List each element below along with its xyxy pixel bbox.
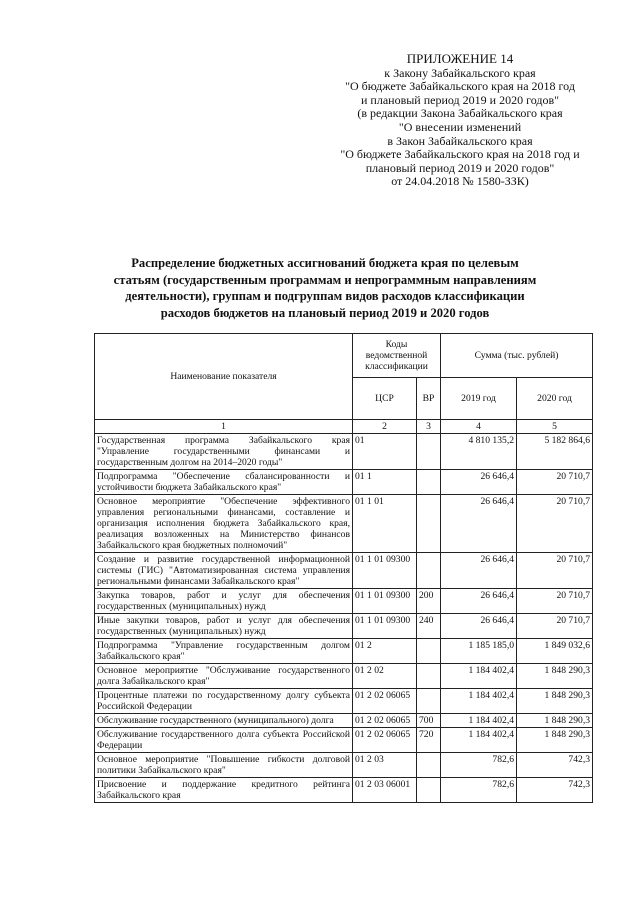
row-name: Основное мероприятие "Обеспечение эффективного управления региональными финансами, составление и организация исполнения бюджета Забайкальского края, реализация возложенных на Министерство финансов Забайкальского края бюджетных полномочий" <box>95 495 353 553</box>
row-2020: 742,3 <box>517 778 593 803</box>
appendix-line: (в редакции Закона Забайкальского края <box>357 106 563 121</box>
title-line: статьям (государственным программам и непрограммным направлениям <box>113 272 537 287</box>
appendix-line: ПРИЛОЖЕНИЕ 14 <box>406 51 514 66</box>
row-vr <box>417 553 441 589</box>
table-row <box>95 639 593 664</box>
appendix-line: "О бюджете Забайкальского края на 2018 год и <box>340 147 580 162</box>
table-row <box>95 495 593 553</box>
row-2020: 1 849 032,6 <box>517 639 593 664</box>
header-vr: ВР <box>417 378 441 420</box>
row-vr: 720 <box>417 728 441 753</box>
row-csr: 01 1 01 <box>353 495 417 553</box>
row-vr <box>417 664 441 689</box>
column-number: 2 <box>353 420 417 434</box>
row-2019: 1 184 402,4 <box>441 689 517 714</box>
row-csr: 01 2 02 <box>353 664 417 689</box>
table-row <box>95 614 593 639</box>
row-vr <box>417 495 441 553</box>
row-name: Создание и развитие государственной информационной системы (ГИС) "Автоматизированная система управления региональными финансами Забайкальского края" <box>95 553 353 589</box>
row-name: Закупка товаров, работ и услуг для обеспечения государственных (муниципальных) нужд <box>95 589 353 614</box>
row-csr: 01 2 02 06065 <box>353 689 417 714</box>
row-vr <box>417 470 441 495</box>
row-2020: 20 710,7 <box>517 495 593 553</box>
row-2020: 20 710,7 <box>517 589 593 614</box>
row-name: Обслуживание государственного долга субъекта Российской Федерации <box>95 728 353 753</box>
table-row <box>95 778 593 803</box>
table-row <box>95 589 593 614</box>
header-name: Наименование показателя <box>95 334 353 420</box>
appendix-line: от 24.04.2018 № 1580-ЗЗК) <box>391 174 529 189</box>
title-line: деятельности), группам и подгруппам видов расходов классификации <box>125 289 525 303</box>
column-number: 1 <box>95 420 353 434</box>
table-row <box>95 553 593 589</box>
appendix-line: "О бюджете Забайкальского края на 2018 год <box>345 79 575 94</box>
row-2019: 26 646,4 <box>441 470 517 495</box>
row-vr <box>417 778 441 803</box>
column-number: 4 <box>441 420 517 434</box>
row-2019: 4 810 135,2 <box>441 434 517 470</box>
row-vr <box>417 689 441 714</box>
row-csr: 01 1 01 09300 <box>353 589 417 614</box>
row-csr: 01 2 03 06001 <box>353 778 417 803</box>
row-vr: 240 <box>417 614 441 639</box>
table-row <box>95 753 593 778</box>
row-2019: 782,6 <box>441 778 517 803</box>
row-name: Основное мероприятие "Повышение гибкости долговой политики Забайкальского края" <box>95 753 353 778</box>
header-csr: ЦСР <box>353 378 417 420</box>
row-2020: 1 848 290,3 <box>517 728 593 753</box>
appendix-header <box>300 52 620 189</box>
row-2020: 20 710,7 <box>517 470 593 495</box>
row-csr: 01 2 02 06065 <box>353 728 417 753</box>
row-vr: 700 <box>417 714 441 728</box>
row-vr <box>417 639 441 664</box>
appendix-line: к Закону Забайкальского края <box>384 65 536 80</box>
column-numbers-row <box>95 420 593 434</box>
row-2019: 782,6 <box>441 753 517 778</box>
row-name: Государственная программа Забайкальского края "Управление государственными финансами и государственным долгом на 2014–2020 годы" <box>95 434 353 470</box>
header-sum: Сумма (тыс. рублей) <box>441 334 593 378</box>
row-name: Основное мероприятие "Обслуживание государственного долга Забайкальского края" <box>95 664 353 689</box>
row-name: Иные закупки товаров, работ и услуг для обеспечения государственных (муниципальных) нужд <box>95 614 353 639</box>
header-codes: Коды ведомственной классификации <box>353 334 441 378</box>
row-name: Присвоение и поддержание кредитного рейтинга Забайкальского края <box>95 778 353 803</box>
row-2020: 20 710,7 <box>517 553 593 589</box>
table-row <box>95 689 593 714</box>
table-row <box>95 434 593 470</box>
row-vr <box>417 434 441 470</box>
appendix-line: и плановый период 2019 и 2020 годов" <box>360 92 560 107</box>
title-line: расходов бюджетов на плановый период 2019 и 2020 годов <box>160 305 490 320</box>
appendix-line: в Закон Забайкальского края <box>387 133 533 148</box>
row-2019: 1 184 402,4 <box>441 664 517 689</box>
row-name: Подпрограмма "Управление государственным долгом Забайкальского края" <box>95 639 353 664</box>
column-number: 5 <box>517 420 593 434</box>
row-csr: 01 <box>353 434 417 470</box>
row-2019: 26 646,4 <box>441 553 517 589</box>
row-csr: 01 1 <box>353 470 417 495</box>
row-2019: 1 184 402,4 <box>441 728 517 753</box>
row-2020: 1 848 290,3 <box>517 689 593 714</box>
row-2020: 20 710,7 <box>517 614 593 639</box>
row-2020: 5 182 864,6 <box>517 434 593 470</box>
row-2019: 26 646,4 <box>441 614 517 639</box>
document-title <box>95 255 555 321</box>
row-2019: 1 185 185,0 <box>441 639 517 664</box>
row-name: Подпрограмма "Обеспечение сбалансированности и устойчивости бюджета Забайкальского края" <box>95 470 353 495</box>
header-2020: 2020 год <box>517 378 593 420</box>
row-2019: 26 646,4 <box>441 495 517 553</box>
row-csr: 01 2 02 06065 <box>353 714 417 728</box>
budget-table <box>94 333 593 803</box>
row-csr: 01 1 01 09300 <box>353 553 417 589</box>
row-2020: 1 848 290,3 <box>517 664 593 689</box>
row-2020: 742,3 <box>517 753 593 778</box>
row-name: Обслуживание государственного (муниципального) долга <box>95 714 353 728</box>
table-row <box>95 728 593 753</box>
row-csr: 01 1 01 09300 <box>353 614 417 639</box>
table-row <box>95 470 593 495</box>
row-vr <box>417 753 441 778</box>
row-name: Процентные платежи по государственному долгу субъекта Российской Федерации <box>95 689 353 714</box>
row-vr: 200 <box>417 589 441 614</box>
appendix-line: "О внесении изменений <box>398 119 522 134</box>
row-2019: 1 184 402,4 <box>441 714 517 728</box>
table-row <box>95 664 593 689</box>
row-2020: 1 848 290,3 <box>517 714 593 728</box>
row-csr: 01 2 <box>353 639 417 664</box>
title-line: Распределение бюджетных ассигнований бюджета края по целевым <box>131 256 519 270</box>
appendix-line: плановый период 2019 и 2020 годов" <box>365 160 555 175</box>
row-csr: 01 2 03 <box>353 753 417 778</box>
header-2019: 2019 год <box>441 378 517 420</box>
row-2019: 26 646,4 <box>441 589 517 614</box>
column-number: 3 <box>417 420 441 434</box>
table-row <box>95 714 593 728</box>
